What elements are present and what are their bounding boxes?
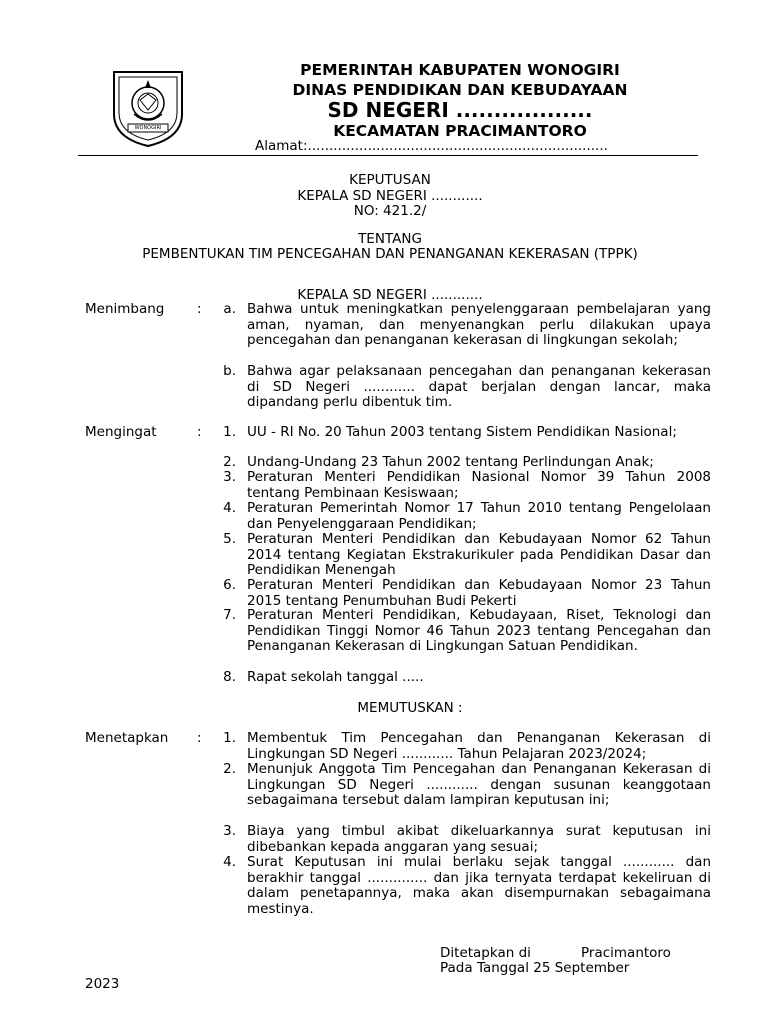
mengingat-item: UU - RI No. 20 Tahun 2003 tentang Sistem Pendidikan Nasional; — [247, 424, 677, 440]
mengingat-marker: 5. — [223, 531, 236, 547]
issuer-title: KEPALA SD NEGERI ............ — [297, 188, 483, 204]
regency-emblem-logo — [110, 68, 186, 148]
header-school-name: SD NEGERI .................. — [327, 98, 593, 122]
header-district: KECAMATAN PRACIMANTORO — [333, 122, 587, 140]
menimbang-marker: a. — [223, 301, 236, 317]
mengingat-marker: 4. — [223, 500, 236, 516]
menimbang-item: Bahwa agar pelaksanaan pencegahan dan penanganan kekerasan di SD Negeri ............ dapat berjalan dengan lancar, maka dipandang perlu dibentuk tim. — [247, 363, 711, 410]
mengingat-marker: 7. — [223, 607, 236, 623]
mengingat-item: Peraturan Menteri Pendidikan Nasional Nomor 39 Tahun 2008 tentang Pembinaan Kesiswaan; — [247, 469, 711, 501]
signature-year: 2023 — [85, 976, 120, 992]
mengingat-colon: : — [197, 424, 202, 440]
header-department: DINAS PENDIDIKAN DAN KEBUDAYAAN — [292, 81, 628, 99]
mengingat-item: Rapat sekolah tanggal ..... — [247, 669, 424, 685]
decree-subject: PEMBENTUKAN TIM PENCEGAHAN DAN PENANGANAN KEKERASAN (TPPK) — [142, 246, 638, 262]
ditetapkan-place: Pracimantoro — [581, 945, 671, 961]
header-government: PEMERINTAH KABUPATEN WONOGIRI — [300, 61, 620, 79]
ditetapkan-label: Ditetapkan di — [440, 945, 531, 961]
header-address: Alamat:...................................................................... — [255, 138, 608, 154]
mengingat-marker: 8. — [223, 669, 236, 685]
menimbang-colon: : — [197, 301, 202, 317]
mengingat-item: Peraturan Pemerintah Nomor 17 Tahun 2010 tentang Pengelolaan dan Penyelenggaraan Pendidikan; — [247, 500, 711, 532]
mengingat-item: Undang-Undang 23 Tahun 2002 tentang Perlindungan Anak; — [247, 454, 654, 470]
mengingat-item: Peraturan Menteri Pendidikan dan Kebudayaan Nomor 23 Tahun 2015 tentang Penumbuhan Budi Pekerti — [247, 577, 711, 609]
menimbang-label: Menimbang — [85, 301, 165, 317]
menetapkan-item: Biaya yang timbul akibat dikeluarkannya surat keputusan ini dibebankan kepada anggaran yang sesuai; — [247, 823, 711, 855]
mengingat-item: Peraturan Menteri Pendidikan, Kebudayaan, Riset, Teknologi dan Pendidikan Tinggi Nomor 46 Tahun 2023 tentang Pencegahan dan Penanganan Kekerasan di Lingkungan Satuan Pendidikan. — [247, 607, 711, 654]
menetapkan-label: Menetapkan — [85, 730, 169, 746]
menetapkan-colon: : — [197, 730, 202, 746]
header-divider — [78, 155, 698, 156]
issuer-heading: KEPALA SD NEGERI ............ — [297, 287, 483, 303]
menetapkan-item: Menunjuk Anggota Tim Pencegahan dan Penanganan Kekerasan di Lingkungan SD Negeri ............ dengan susunan keanggotaan sebagaimana tersebut dalam lampiran keputusan ini; — [247, 761, 711, 808]
menimbang-marker: b. — [223, 363, 236, 379]
mengingat-marker: 2. — [223, 454, 236, 470]
menetapkan-marker: 4. — [223, 854, 236, 870]
signature-date: Pada Tanggal 25 September — [440, 960, 630, 976]
mengingat-label: Mengingat — [85, 424, 157, 440]
tentang-heading: TENTANG — [358, 231, 422, 247]
logo-banner-text: WONOGIRI — [134, 125, 162, 131]
menetapkan-marker: 3. — [223, 823, 236, 839]
menetapkan-marker: 2. — [223, 761, 236, 777]
mengingat-marker: 3. — [223, 469, 236, 485]
mengingat-marker: 6. — [223, 577, 236, 593]
doc-type-title: KEPUTUSAN — [349, 172, 431, 188]
menetapkan-item: Membentuk Tim Pencegahan dan Penanganan Kekerasan di Lingkungan SD Negeri ............ Tahun Pelajaran 2023/2024; — [247, 730, 711, 762]
memutuskan-heading: MEMUTUSKAN : — [357, 700, 463, 716]
mengingat-item: Peraturan Menteri Pendidikan dan Kebudayaan Nomor 62 Tahun 2014 tentang Kegiatan Ekstrakurikuler pada Pendidikan Dasar dan Pendidikan Menengah — [247, 531, 711, 578]
menetapkan-item: Surat Keputusan ini mulai berlaku sejak tanggal ............ dan berakhir tanggal .............. dan jika ternyata terdapat kekeliruan di dalam penetapannya, maka akan disempurnakan sebagaimana mestinya. — [247, 854, 711, 917]
menimbang-item: Bahwa untuk meningkatkan penyelenggaraan pembelajaran yang aman, nyaman, dan menyenangkan perlu dilakukan upaya pencegahan dan penanganan kekerasan di lingkungan sekolah; — [247, 301, 711, 348]
decree-number: NO: 421.2/ — [353, 203, 427, 219]
menetapkan-marker: 1. — [223, 730, 236, 746]
mengingat-marker: 1. — [223, 424, 236, 440]
